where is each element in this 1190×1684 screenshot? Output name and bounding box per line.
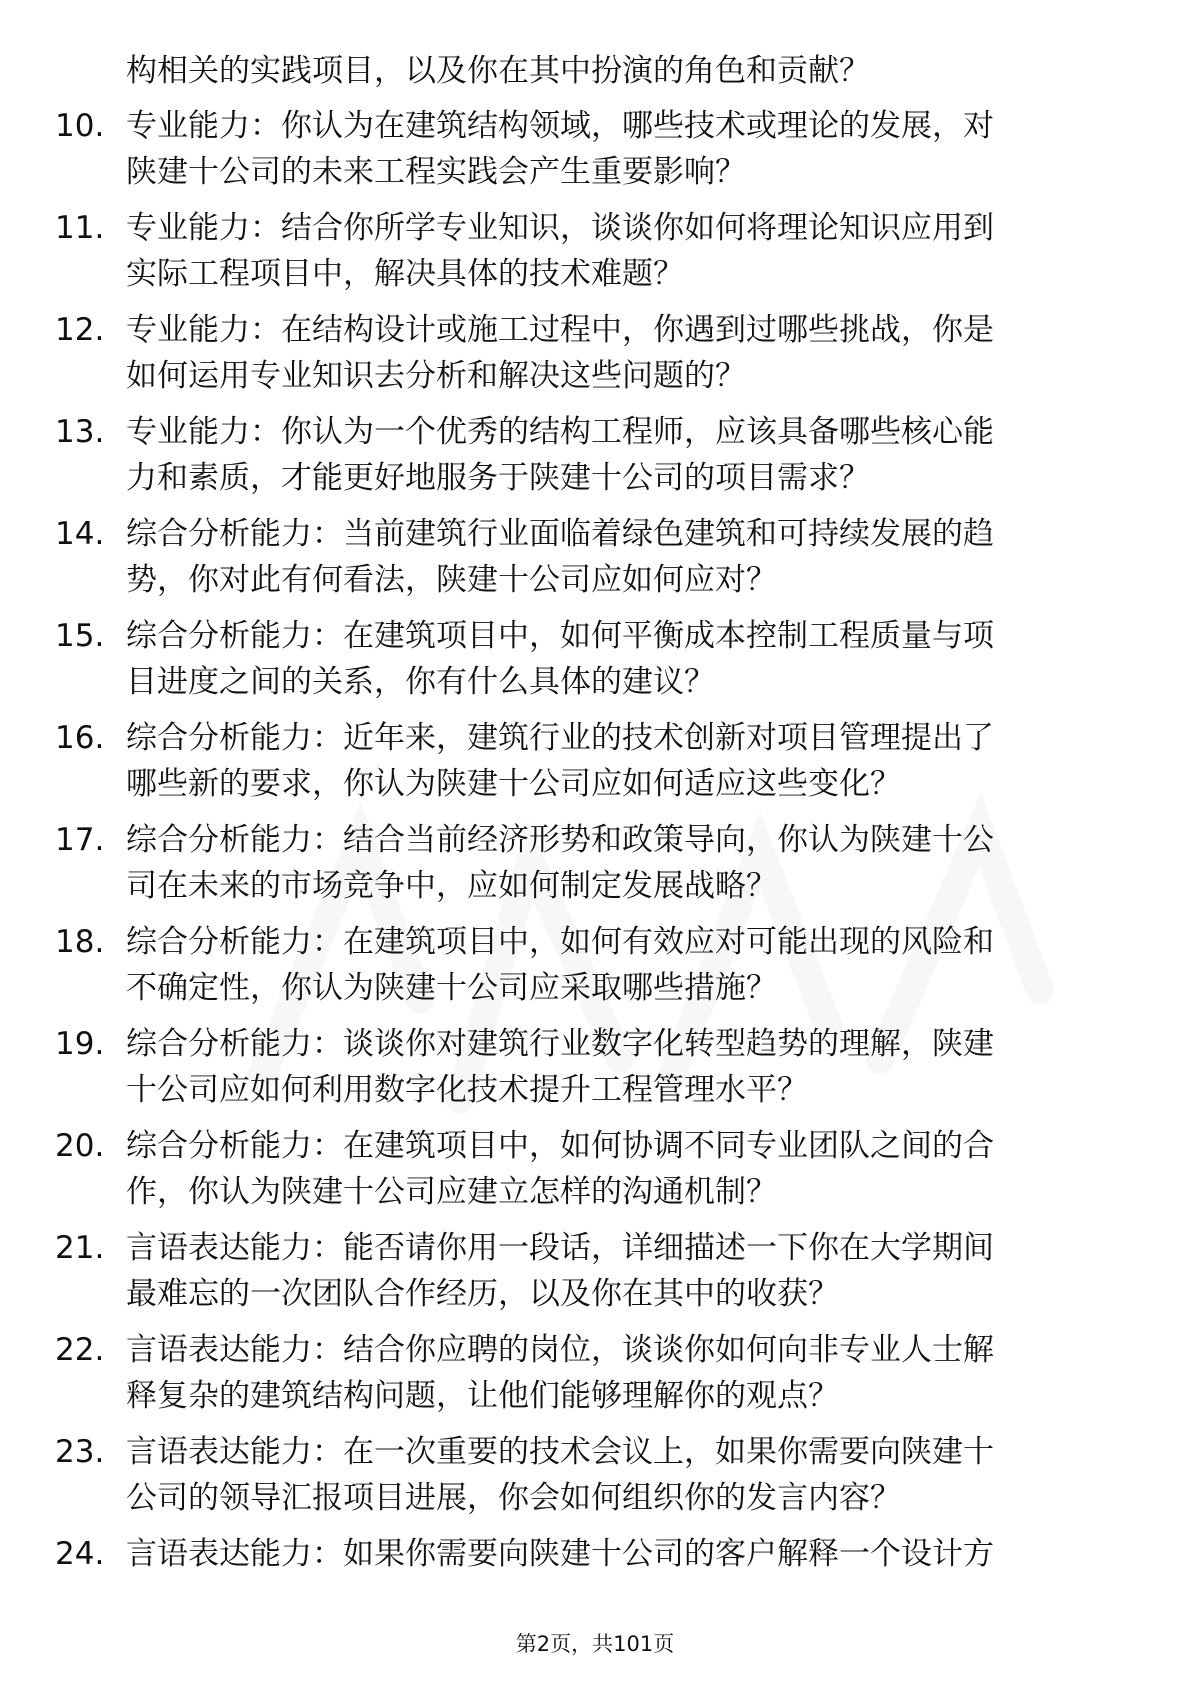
question-text <box>126 1021 1136 1113</box>
question-text <box>126 613 1136 705</box>
question-text <box>126 817 1136 909</box>
question-number: 23. <box>55 1434 105 1470</box>
question-item <box>0 103 1190 205</box>
question-item <box>0 613 1190 715</box>
question-item <box>0 817 1190 919</box>
question-text-line: 司在未来的市场竞争中，应如何制定发展战略？ <box>126 868 777 904</box>
question-number: 15. <box>55 618 105 654</box>
question-item <box>0 715 1190 817</box>
question-text-line: 最难忘的一次团队合作经历，以及你在其中的收获？ <box>126 1276 839 1312</box>
question-text <box>126 715 1136 807</box>
question-text-line: 陕建十公司的未来工程实践会产生重要影响？ <box>126 154 746 190</box>
question-text-line: 言语表达能力：在一次重要的技术会议上，如果你需要向陕建十 <box>126 1434 994 1470</box>
question-number: 13. <box>55 414 105 450</box>
question-list <box>0 103 1190 1591</box>
question-text-line: 综合分析能力：在建筑项目中，如何平衡成本控制工程质量与项 <box>126 618 994 654</box>
question-text <box>126 919 1136 1011</box>
question-text <box>126 1225 1136 1317</box>
question-number: 14. <box>55 516 105 552</box>
question-number: 19. <box>55 1026 105 1062</box>
question-text-line: 专业能力：在结构设计或施工过程中，你遇到过哪些挑战，你是 <box>126 312 994 348</box>
question-item <box>0 1429 1190 1531</box>
question-text-line: 专业能力：结合你所学专业知识，谈谈你如何将理论知识应用到 <box>126 210 994 246</box>
question-text-line: 言语表达能力：能否请你用一段话，详细描述一下你在大学期间 <box>126 1230 994 1266</box>
question-text-line: 十公司应如何利用数字化技术提升工程管理水平？ <box>126 1072 808 1108</box>
question-item <box>0 307 1190 409</box>
question-text <box>126 511 1136 603</box>
question-text-line: 综合分析能力：结合当前经济形势和政策导向，你认为陕建十公 <box>126 822 994 858</box>
question-item <box>0 511 1190 613</box>
question-text <box>126 409 1136 501</box>
question-item <box>0 1327 1190 1429</box>
question-text-line: 势，你对此有何看法，陕建十公司应如何应对？ <box>126 562 777 598</box>
question-text-line: 综合分析能力：在建筑项目中，如何有效应对可能出现的风险和 <box>126 924 994 960</box>
question-text-line: 言语表达能力：结合你应聘的岗位，谈谈你如何向非专业人士解 <box>126 1332 994 1368</box>
question-text-line: 不确定性，你认为陕建十公司应采取哪些措施？ <box>126 970 777 1006</box>
question-item <box>0 919 1190 1021</box>
question-number: 10. <box>55 108 105 144</box>
question-number: 22. <box>55 1332 105 1368</box>
question-text-line: 实际工程项目中，解决具体的技术难题？ <box>126 256 684 292</box>
question-text <box>126 1429 1136 1521</box>
question-number: 24. <box>55 1536 105 1572</box>
question-text-line: 综合分析能力：谈谈你对建筑行业数字化转型趋势的理解，陕建 <box>126 1026 994 1062</box>
question-number: 18. <box>55 924 105 960</box>
question-text <box>126 307 1136 399</box>
question-text-line: 力和素质，才能更好地服务于陕建十公司的项目需求？ <box>126 460 870 496</box>
question-number: 12. <box>55 312 105 348</box>
question-item <box>0 1225 1190 1327</box>
question-number: 17. <box>55 822 105 858</box>
continuation-text: 构相关的实践项目，以及你在其中扮演的角色和贡献？ <box>126 53 870 89</box>
page-footer: 第2页，共101页 <box>515 1632 675 1656</box>
question-text-line: 言语表达能力：如果你需要向陕建十公司的客户解释一个设计方 <box>126 1536 994 1572</box>
question-item <box>0 1531 1190 1591</box>
question-text <box>126 1327 1136 1419</box>
question-text-line: 公司的领导汇报项目进展，你会如何组织你的发言内容？ <box>126 1480 901 1516</box>
question-text <box>126 205 1136 297</box>
question-item <box>0 409 1190 511</box>
question-text-line: 综合分析能力：近年来，建筑行业的技术创新对项目管理提出了 <box>126 720 994 756</box>
question-text <box>126 1531 1136 1577</box>
question-text-line: 综合分析能力：当前建筑行业面临着绿色建筑和可持续发展的趋 <box>126 516 994 552</box>
question-text-line: 目进度之间的关系，你有什么具体的建议？ <box>126 664 715 700</box>
question-text-line: 如何运用专业知识去分析和解决这些问题的？ <box>126 358 746 394</box>
question-number: 16. <box>55 720 105 756</box>
question-item <box>0 205 1190 307</box>
question-number: 20. <box>55 1128 105 1164</box>
question-text <box>126 103 1136 195</box>
question-text-line: 专业能力：你认为在建筑结构领域，哪些技术或理论的发展，对 <box>126 108 994 144</box>
question-number: 21. <box>55 1230 105 1266</box>
question-number: 11. <box>55 210 105 246</box>
question-text-line: 作，你认为陕建十公司应建立怎样的沟通机制？ <box>126 1174 777 1210</box>
question-text-line: 释复杂的建筑结构问题，让他们能够理解你的观点？ <box>126 1378 839 1414</box>
question-text-line: 专业能力：你认为一个优秀的结构工程师，应该具备哪些核心能 <box>126 414 994 450</box>
question-text-line: 综合分析能力：在建筑项目中，如何协调不同专业团队之间的合 <box>126 1128 994 1164</box>
question-item <box>0 1123 1190 1225</box>
question-text <box>126 1123 1136 1215</box>
question-text-line: 哪些新的要求，你认为陕建十公司应如何适应这些变化？ <box>126 766 901 802</box>
question-item <box>0 1021 1190 1123</box>
